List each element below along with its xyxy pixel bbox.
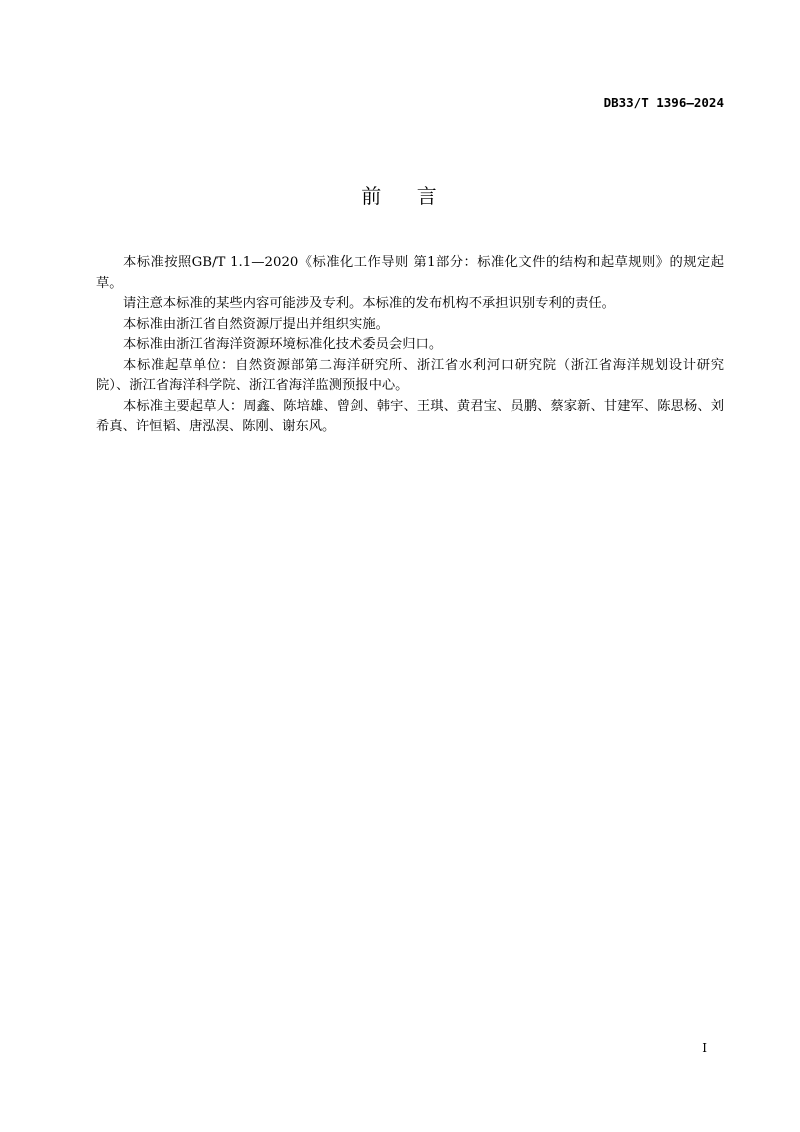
document-code: DB33/T 1396—2024 <box>603 95 724 110</box>
paragraph-patent-notice: 请注意本标准的某些内容可能涉及专利。本标准的发布机构不承担识别专利的责任。 <box>123 296 615 311</box>
paragraph-drafting-rules: 本标准按照GB/T 1.1—2020《标准化工作导则 第1部分：标准化文件的结构和起草规则》的规定起草。 <box>96 255 724 291</box>
foreword-body <box>96 253 724 438</box>
paragraph-proposer: 本标准由浙江省自然资源厅提出并组织实施。 <box>123 316 389 332</box>
page-title: 前 言 <box>361 184 439 208</box>
paragraph-drafting-units: 本标准起草单位：自然资源部第二海洋研究所、浙江省水利河口研究院（浙江省海洋规划设计研究院）、浙江省海洋科学院、浙江省海洋监测预报中心。 <box>96 357 724 393</box>
paragraph-committee: 本标准由浙江省海洋资源环境标准化技术委员会归口。 <box>123 337 443 352</box>
page-number: I <box>702 1041 707 1055</box>
paragraph-drafters: 本标准主要起草人：周鑫、陈培雄、曾剑、韩宇、王琪、黄君宝、员鹏、蔡家新、甘建军、陈思杨、刘希真、许恒韬、唐泓淏、陈刚、谢东风。 <box>96 398 724 434</box>
